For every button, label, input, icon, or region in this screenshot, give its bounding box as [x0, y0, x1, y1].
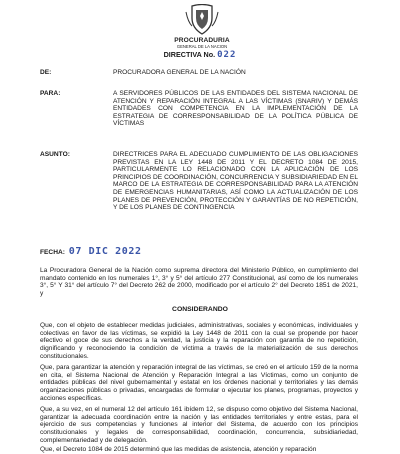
fecha-value: 07 DIC 2022 — [68, 246, 142, 257]
para-label: PARA: — [40, 90, 61, 97]
considerando-heading: CONSIDERANDO — [172, 306, 228, 313]
de-value: PROCURADORA GENERAL DE LA NACIÓN — [113, 69, 246, 76]
paragraph-2: Que, para garantizar la atención y reparación integral de las víctimas, se creó en el artículo 159 de la norma en cita, el Sistema Nacional de Atención y Reparación Integral a las Víctimas, como un conjunto de entidades públicas del nivel gubernamental y estatal en los órdenes nacional y territoriales y las demás organizaciones públicas o privadas, encargadas de formular o ejecutar los planes, programas, proyectos y acciones específicas. — [40, 364, 358, 402]
field-de — [40, 69, 358, 77]
document-number-line — [0, 50, 400, 60]
institution-logo — [172, 4, 232, 49]
paragraph-4: Que, el Decreto 1084 de 2015 determinó que las medidas de asistencia, atención y reparación — [40, 446, 317, 453]
document-number: 022 — [217, 50, 237, 60]
field-para — [40, 90, 358, 128]
emblem-icon — [182, 4, 222, 36]
field-asunto — [40, 151, 358, 212]
document-label: DIRECTIVA No. — [163, 50, 216, 59]
paragraph-1: Que, con el objeto de establecer medidas judiciales, administrativas, sociales y económicas, individuales y colectivas en favor de las víctimas, se expidió la Ley 1448 de 2011 con la cual se propende por hacer efectivo el goce de sus derechos a la verdad, la justicia y la reparación con garantía de no repetición, dignificando y reconociendo la condición de víctima a través de la materialización de sus derechos constitucionales. — [40, 322, 358, 360]
asunto-label: ASUNTO: — [40, 151, 70, 158]
logo-subtitle: GENERAL DE LA NACION — [176, 44, 228, 49]
de-label: DE: — [40, 69, 52, 76]
logo-name: PROCURADURIA — [174, 37, 230, 44]
paragraph-3: Que, a su vez, en el numeral 12 del artículo 161 ibídem 12, se dispuso como objetivo del Sistema Nacional, garantizar la adecuada coordinación entre la nación y las entidades territoriales y entre estas, para el ejercicio de sus competencias y funciones al interior del Sistema, de acuerdo con los principios constitucionales y legales de corresponsabilidad, coordinación, concurrencia, subsidiariedad, complementariedad y de delegación. — [40, 406, 358, 444]
field-fecha — [40, 246, 142, 257]
asunto-value: DIRECTRICES PARA EL ADECUADO CUMPLIMIENTO DE LAS OBLIGACIONES PREVISTAS EN LA LEY 1448 DE 2011 Y EL DECRETO 1084 DE 2015, PARTICULARMENTE LO RELACIONADO CON LA APLICACIÓN DE LOS PRINCIPIOS DE COORDINACIÓN, CONCURRENCIA Y SUBSIDIARIEDAD EN EL MARCO DE LA ESTRATEGIA DE CORRESPONSABILIDAD PARA LA ATENCIÓN DE EMERGENCIAS HUMANITARIAS, ASÍ COMO LA ACTUALIZACIÓN DE LOS PLANES DE PREVENCIÓN, PROTECCIÓN Y GARANTÍAS DE NO REPETICIÓN, Y DE LOS PLANES DE CONTINGENCIA — [113, 151, 358, 212]
para-value: A SERVIDORES PÚBLICOS DE LAS ENTIDADES DEL SISTEMA NACIONAL DE ATENCIÓN Y REPARACIÓN INTEGRAL A LAS VÍCTIMAS (SNARIV) Y DEMÁS ENTIDADES CON COMPETENCIA EN LA IMPLEMENTACIÓN DE LA ESTRATEGIA DE CORRESPONSABILIDAD DE LA POLÍTICA PÚBLICA DE VÍCTIMAS — [113, 90, 358, 128]
intro-paragraph: La Procuradora General de la Nación como suprema directora del Ministerio Público, en cumplimiento del mandato contenido en los numerales 1°, 3° y 5° del artículo 277 Constitucional, así como de los numerales 3°, 5° Y 31° del artículo 7° del Decreto 262 de 2000, modificado por el artículo 2° del Decreto 1851 de 2021, y — [40, 267, 358, 298]
fecha-label: FECHA: — [40, 249, 65, 256]
